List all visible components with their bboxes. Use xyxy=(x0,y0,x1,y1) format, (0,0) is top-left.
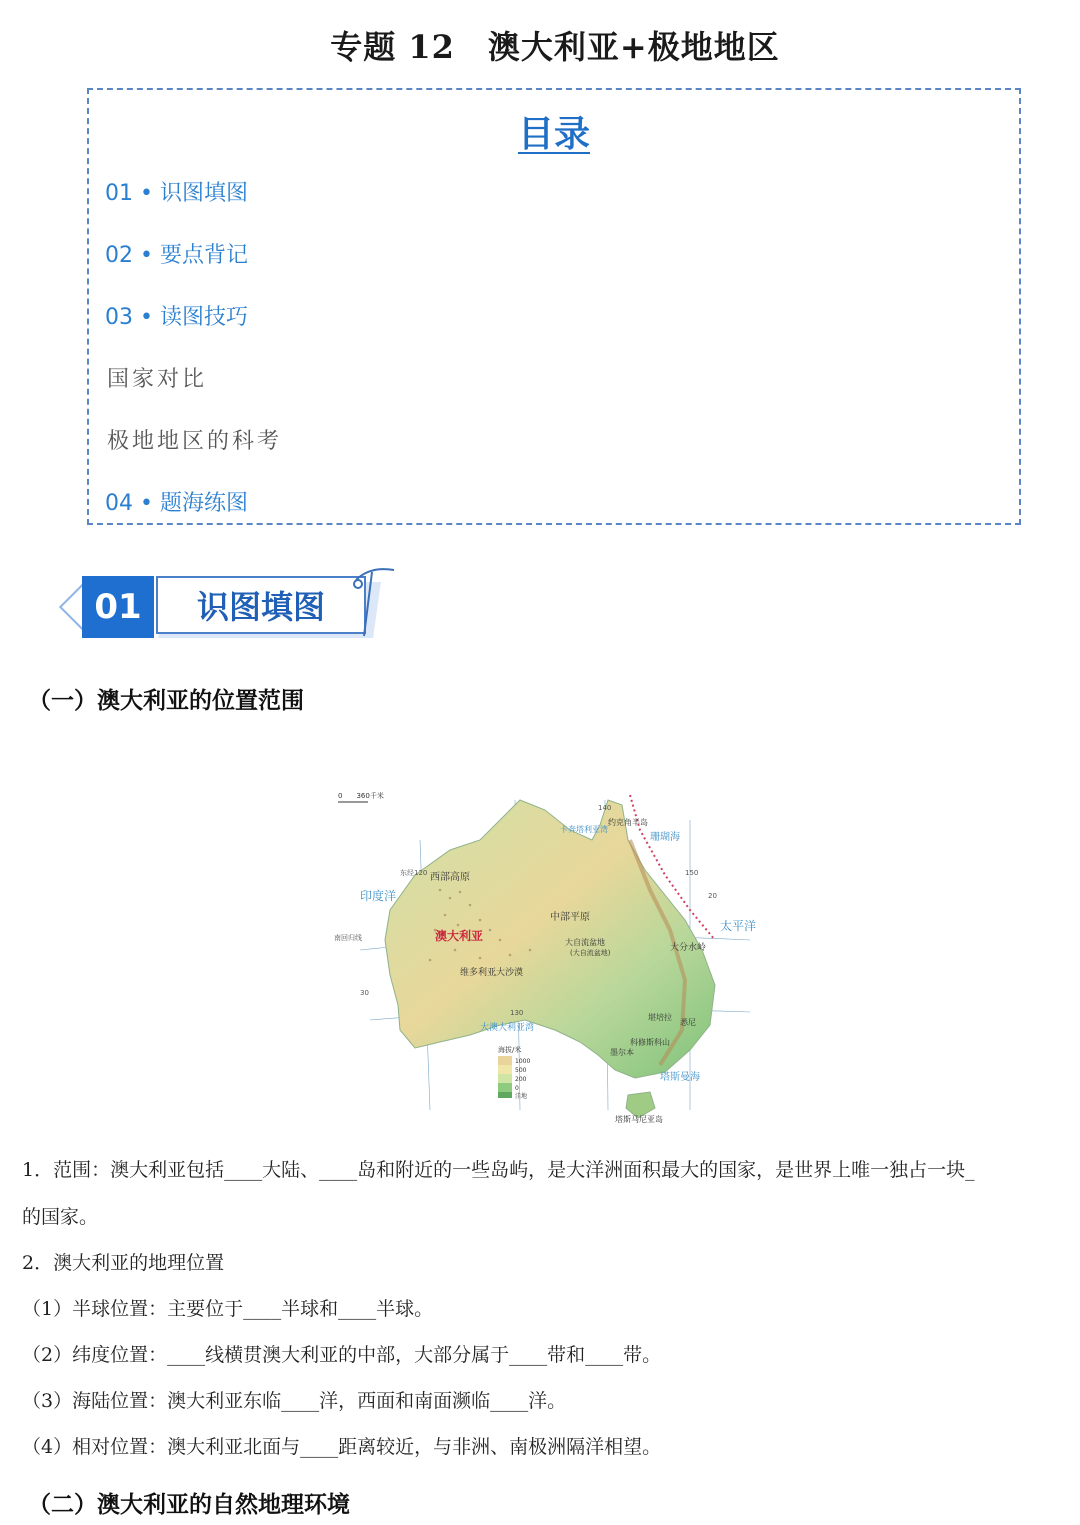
svg-text:珊瑚海: 珊瑚海 xyxy=(650,832,680,843)
section-banner xyxy=(70,562,400,642)
map-figure xyxy=(330,780,760,1125)
paragraph-location-heading: 2．澳大利亚的地理位置 xyxy=(22,1252,225,1274)
svg-text:塔斯曼海: 塔斯曼海 xyxy=(660,1072,700,1083)
paragraph-hemisphere: （1）半球位置：主要位于____半球和____半球。 xyxy=(22,1298,434,1320)
svg-text:中部平原: 中部平原 xyxy=(550,912,590,923)
hook-decoration-icon xyxy=(350,562,400,642)
svg-text:东经120: 东经120 xyxy=(400,869,428,877)
svg-text:20: 20 xyxy=(708,892,717,900)
svg-text:墨尔本: 墨尔本 xyxy=(610,1048,634,1057)
svg-text:200: 200 xyxy=(515,1076,527,1083)
svg-text:太平洋: 太平洋 xyxy=(720,919,757,933)
svg-text:0 360千米: 0 360千米 xyxy=(338,792,384,800)
svg-text:悉尼: 悉尼 xyxy=(680,1018,696,1027)
section-number: 01 xyxy=(82,576,154,638)
svg-text:海拔/米: 海拔/米 xyxy=(498,1046,522,1054)
svg-text:堪培拉: 堪培拉 xyxy=(648,1013,672,1022)
paragraph-relative: （4）相对位置：澳大利亚北面与____距离较近，与非洲、南极洲隔洋相望。 xyxy=(22,1436,662,1458)
toc-subitem-country-compare[interactable]: 国家对比 xyxy=(107,367,208,392)
toc-item-02[interactable]: 02 • 要点背记 xyxy=(105,243,248,268)
svg-text:1000: 1000 xyxy=(515,1058,531,1065)
paragraph-sea-land: （3）海陆位置：澳大利亚东临____洋，西面和南面濒临____洋。 xyxy=(22,1390,567,1412)
svg-text:30: 30 xyxy=(360,989,369,997)
table-of-contents xyxy=(87,88,1021,525)
svg-text:500: 500 xyxy=(515,1067,527,1074)
subheading-position: （一）澳大利亚的位置范围 xyxy=(28,687,304,714)
paragraph-range: 1．范围：澳大利亚包括____大陆、____岛和附近的一些岛屿，是大洋洲面积最大的国家，是世界上唯一独占一块_ xyxy=(22,1159,975,1181)
toc-subitem-polar-research[interactable]: 极地地区的科考 xyxy=(107,429,283,454)
toc-item-03[interactable]: 03 • 读图技巧 xyxy=(105,305,248,330)
toc-heading: 目录 xyxy=(517,114,590,155)
svg-text:130: 130 xyxy=(510,1009,524,1017)
elevation-legend xyxy=(498,1045,530,1100)
section-label: 识图填图 xyxy=(156,576,366,634)
svg-text:印度洋: 印度洋 xyxy=(360,889,397,903)
svg-text:西部高原: 西部高原 xyxy=(430,872,470,883)
svg-text:140: 140 xyxy=(598,804,612,812)
australia-physical-map xyxy=(330,780,760,1125)
svg-text:150: 150 xyxy=(685,869,699,877)
svg-text:科修斯科山: 科修斯科山 xyxy=(630,1038,670,1047)
svg-text:塔斯马尼亚岛: 塔斯马尼亚岛 xyxy=(615,1115,663,1124)
svg-text:大自流盆地: 大自流盆地 xyxy=(565,938,605,947)
svg-text:0: 0 xyxy=(515,1085,519,1092)
svg-text:维多利亚大沙漠: 维多利亚大沙漠 xyxy=(460,968,524,978)
paragraph-latitude: （2）纬度位置：____线横贯澳大利亚的中部，大部分属于____带和____带。 xyxy=(22,1344,662,1366)
paragraph-range-cont: 的国家。 xyxy=(22,1206,99,1228)
svg-text:约克角半岛: 约克角半岛 xyxy=(608,818,648,827)
toc-item-01[interactable]: 01 • 识图填图 xyxy=(105,181,248,206)
svg-text:卡奔塔利亚湾: 卡奔塔利亚湾 xyxy=(560,825,608,834)
toc-item-04[interactable]: 04 • 题海练图 xyxy=(105,491,248,516)
page-title: 专题 12 澳大利亚+极地地区 xyxy=(330,28,780,66)
subheading-environment: （二）澳大利亚的自然地理环境 xyxy=(28,1491,350,1518)
svg-text:大澳大利亚湾: 大澳大利亚湾 xyxy=(480,1023,535,1033)
svg-text:洼地: 洼地 xyxy=(515,1093,528,1100)
svg-text:澳大利亚: 澳大利亚 xyxy=(435,929,484,943)
svg-text:南回归线: 南回归线 xyxy=(334,934,362,942)
svg-text:(大自流盆地): (大自流盆地) xyxy=(570,949,611,957)
svg-text:大分水岭: 大分水岭 xyxy=(670,943,707,953)
